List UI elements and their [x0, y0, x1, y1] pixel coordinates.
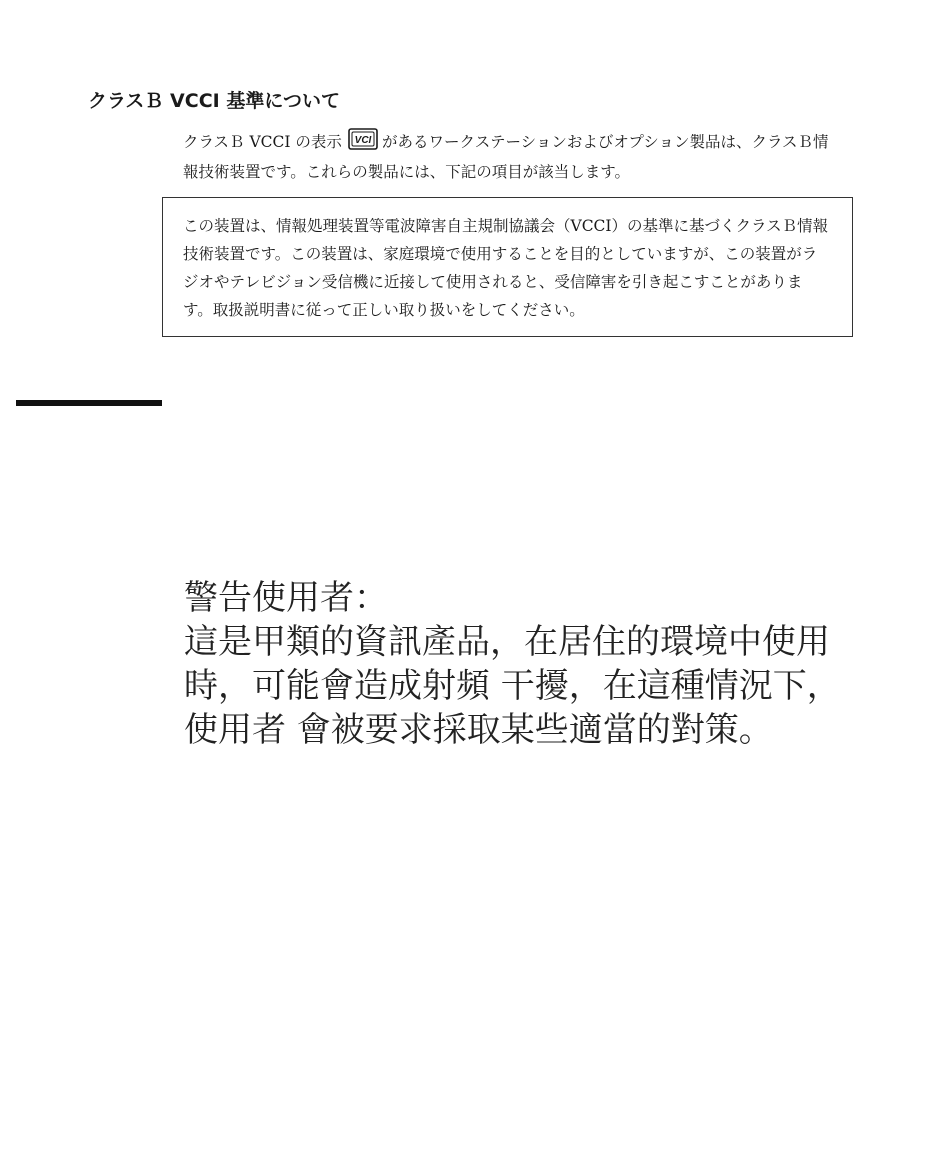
- vcci-heading: クラスＢ VCCI 基準について: [88, 90, 340, 112]
- vcci-notice-box: この装置は、情報処理装置等電波障害自主規制協議会（VCCI）の基準に基づくクラスＢ情報技術装置です。この装置は、家庭環境で使用することを目的としていますが、この装置がラジオやテレビジョン受信機に近接して使用されると、受信障害を引き起こすことがあります。取扱説明書に従って正しい取り扱いをしてください。: [162, 197, 853, 337]
- section-divider-rule: [16, 400, 162, 406]
- vcci-logo-icon: [348, 128, 378, 150]
- vcci-intro-paragraph: [183, 127, 838, 187]
- warning-title: 警告使用者：: [184, 578, 388, 618]
- warning-line: 使用者 會被要求採取某些適當的對策。: [184, 710, 773, 750]
- taiwan-class-a-warning: [184, 576, 864, 752]
- intro-text-after-mark: があるワークステーションおよびオプション製品は、クラスＢ情報技術装置です。これらの製品には、下記の項目が該当します。: [183, 133, 829, 181]
- vcci-logo-text: VCI: [354, 135, 372, 146]
- warning-line: 這是甲類的資訊產品，在居住的環境中使用: [184, 622, 830, 662]
- warning-line: 時，可能會造成射頻 干擾，在這種情況下，: [184, 666, 841, 706]
- intro-text-before-mark: クラスＢ VCCI の表示: [183, 133, 342, 151]
